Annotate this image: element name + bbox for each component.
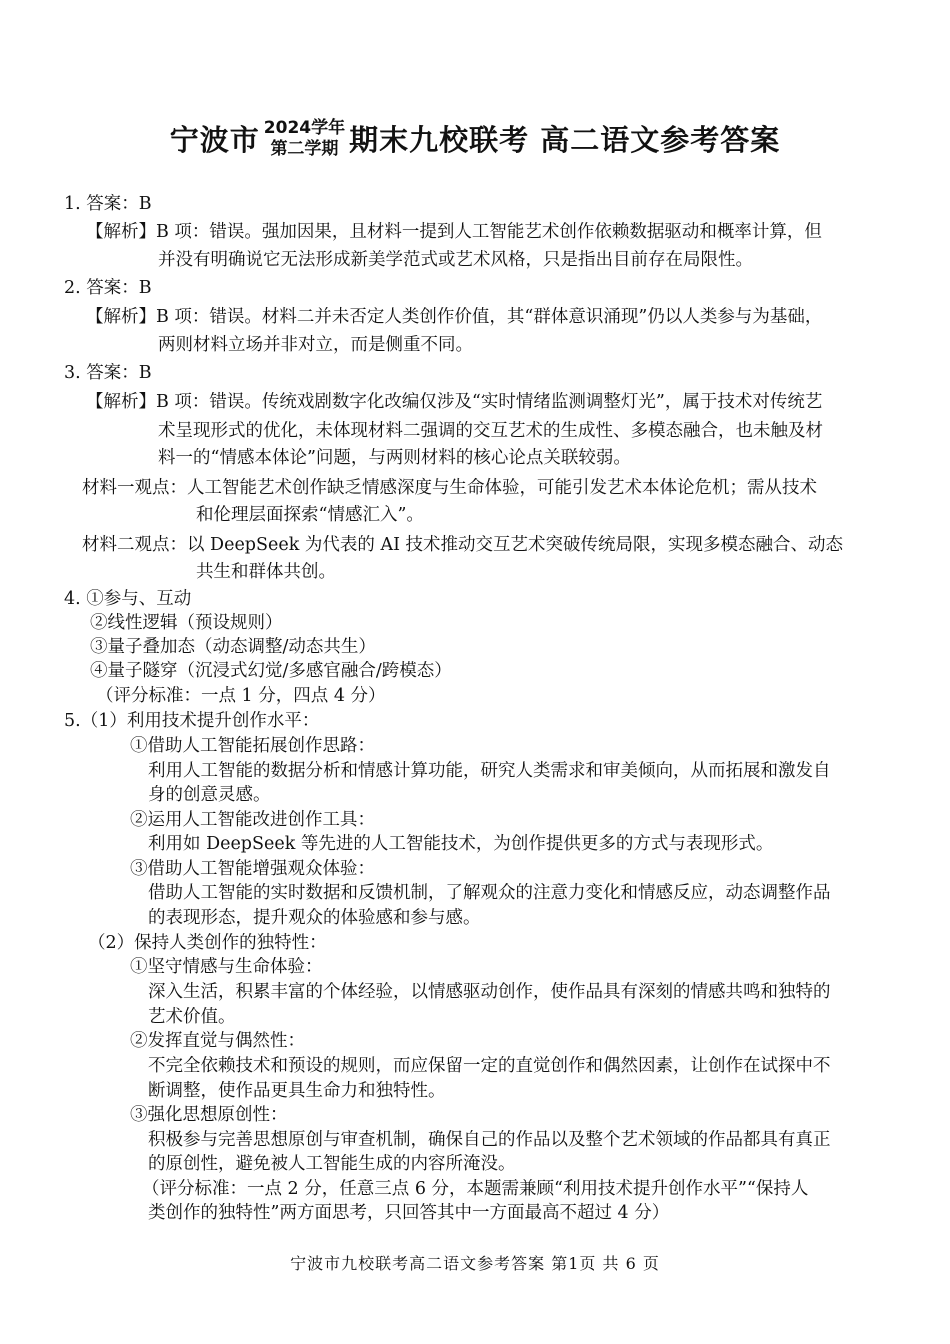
q5-detail: 深入生活，积累丰富的个体经验，以情感驱动创作，使作品具有深刻的情感共鸣和独特的 — [148, 982, 831, 1002]
q2-analysis-line: 【解析】B 项：错误。材料二并未否定人类创作价值，其“群体意识涌现”仍以人类参与为基础， — [86, 307, 823, 327]
q5-subpoint: ①坚守情感与生命体验： — [130, 957, 323, 977]
title-year: 2024学年 — [263, 117, 346, 138]
q5-detail: 不完全依赖技术和预设的规则，而应保留一定的直觉创作和偶然因素，让创作在试探中不 — [148, 1056, 831, 1076]
q5-subpoint: ③借助人工智能增强观众体验： — [130, 859, 375, 879]
title-main: 期末九校联考 高二语文参考答案 — [349, 123, 781, 157]
q5-detail: 积极参与完善思想原创与审查机制，确保自己的作品以及整个艺术领域的作品都具有真正 — [148, 1130, 831, 1150]
q5-detail: 断调整，使作品更具生命力和独特性。 — [148, 1081, 446, 1101]
page-footer: 宁波市九校联考高二语文参考答案 第1页 共 6 页 — [290, 1254, 660, 1273]
material-one-view: 和伦理层面探索“情感汇入”。 — [196, 505, 424, 525]
q5-detail: 借助人工智能的实时数据和反馈机制，了解观众的注意力变化和情感反应，动态调整作品 — [148, 883, 831, 903]
q5-subpoint: ②发挥直觉与偶然性： — [130, 1031, 305, 1051]
q5-detail: 艺术价值。 — [148, 1007, 236, 1027]
q5-detail: 的原创性，避免被人工智能生成的内容所淹没。 — [148, 1154, 516, 1174]
q4-point: ②线性逻辑（预设规则） — [90, 613, 283, 633]
q5-detail: 利用人工智能的数据分析和情感计算功能，研究人类需求和审美倾向，从而拓展和激发自 — [148, 761, 831, 781]
material-one-view: 材料一观点：人工智能艺术创作缺乏情感深度与生命体验，可能引发艺术本体论危机；需从技术 — [82, 478, 817, 498]
q3-analysis-line: 术呈现形式的优化，未体现材料二强调的交互艺术的生成性、多模态融合，也未触及材 — [158, 421, 823, 441]
q1-analysis-line: 【解析】B 项：错误。强加因果，且材料一提到人工智能艺术创作依赖数据驱动和概率计算，但 — [86, 222, 822, 242]
material-two-view: 共生和群体共创。 — [196, 562, 336, 582]
q2-answer: 2. 答案：B — [64, 278, 152, 298]
q5-subpoint: ②运用人工智能改进创作工具： — [130, 810, 375, 830]
q1-analysis-line: 并没有明确说它无法形成新美学范式或艺术风格，只是指出目前存在局限性。 — [158, 250, 753, 270]
q5-part1-heading: 5.（1）利用技术提升创作水平： — [64, 711, 320, 731]
q3-analysis-line: 【解析】B 项：错误。传统戏剧数字化改编仅涉及“实时情绪监测调整灯光”，属于技术对传统艺 — [86, 392, 823, 412]
q5-scoring: 类创作的独特性”两方面思考，只回答其中一方面最高不超过 4 分） — [148, 1203, 670, 1223]
q2-analysis-line: 两则材料立场并非对立，而是侧重不同。 — [158, 335, 473, 355]
q5-scoring: （评分标准：一点 2 分，任意三点 6 分，本题需兼顾“利用技术提升创作水平”“保持人 — [142, 1179, 809, 1199]
page-title — [0, 118, 950, 159]
q3-answer: 3. 答案：B — [64, 363, 152, 383]
material-two-view: 材料二观点：以 DeepSeek 为代表的 AI 技术推动交互艺术突破传统局限，实现多模态融合、动态 — [82, 535, 844, 555]
q4-point: 4. ①参与、互动 — [64, 589, 192, 609]
q4-point: ④量子隧穿（沉浸式幻觉/多感官融合/跨模态） — [90, 661, 452, 681]
q5-detail: 的表现形态，提升观众的体验感和参与感。 — [148, 908, 481, 928]
q5-detail: 利用如 DeepSeek 等先进的人工智能技术，为创作提供更多的方式与表现形式。 — [148, 834, 774, 854]
title-year-term — [263, 117, 346, 159]
q5-part2-heading: （2）保持人类创作的独特性： — [88, 933, 327, 953]
title-term: 第二学期 — [270, 138, 339, 159]
q4-scoring: （评分标准：一点 1 分，四点 4 分） — [96, 686, 386, 706]
q1-answer: 1. 答案：B — [64, 194, 152, 214]
q5-subpoint: ①借助人工智能拓展创作思路： — [130, 736, 375, 756]
title-city: 宁波市 — [169, 123, 260, 157]
q3-analysis-line: 料一的“情感本体论”问题，与两则材料的核心论点关联较弱。 — [158, 448, 631, 468]
q5-detail: 身的创意灵感。 — [148, 785, 271, 805]
q4-point: ③量子叠加态（动态调整/动态共生） — [90, 637, 376, 657]
q5-subpoint: ③强化思想原创性： — [130, 1105, 288, 1125]
